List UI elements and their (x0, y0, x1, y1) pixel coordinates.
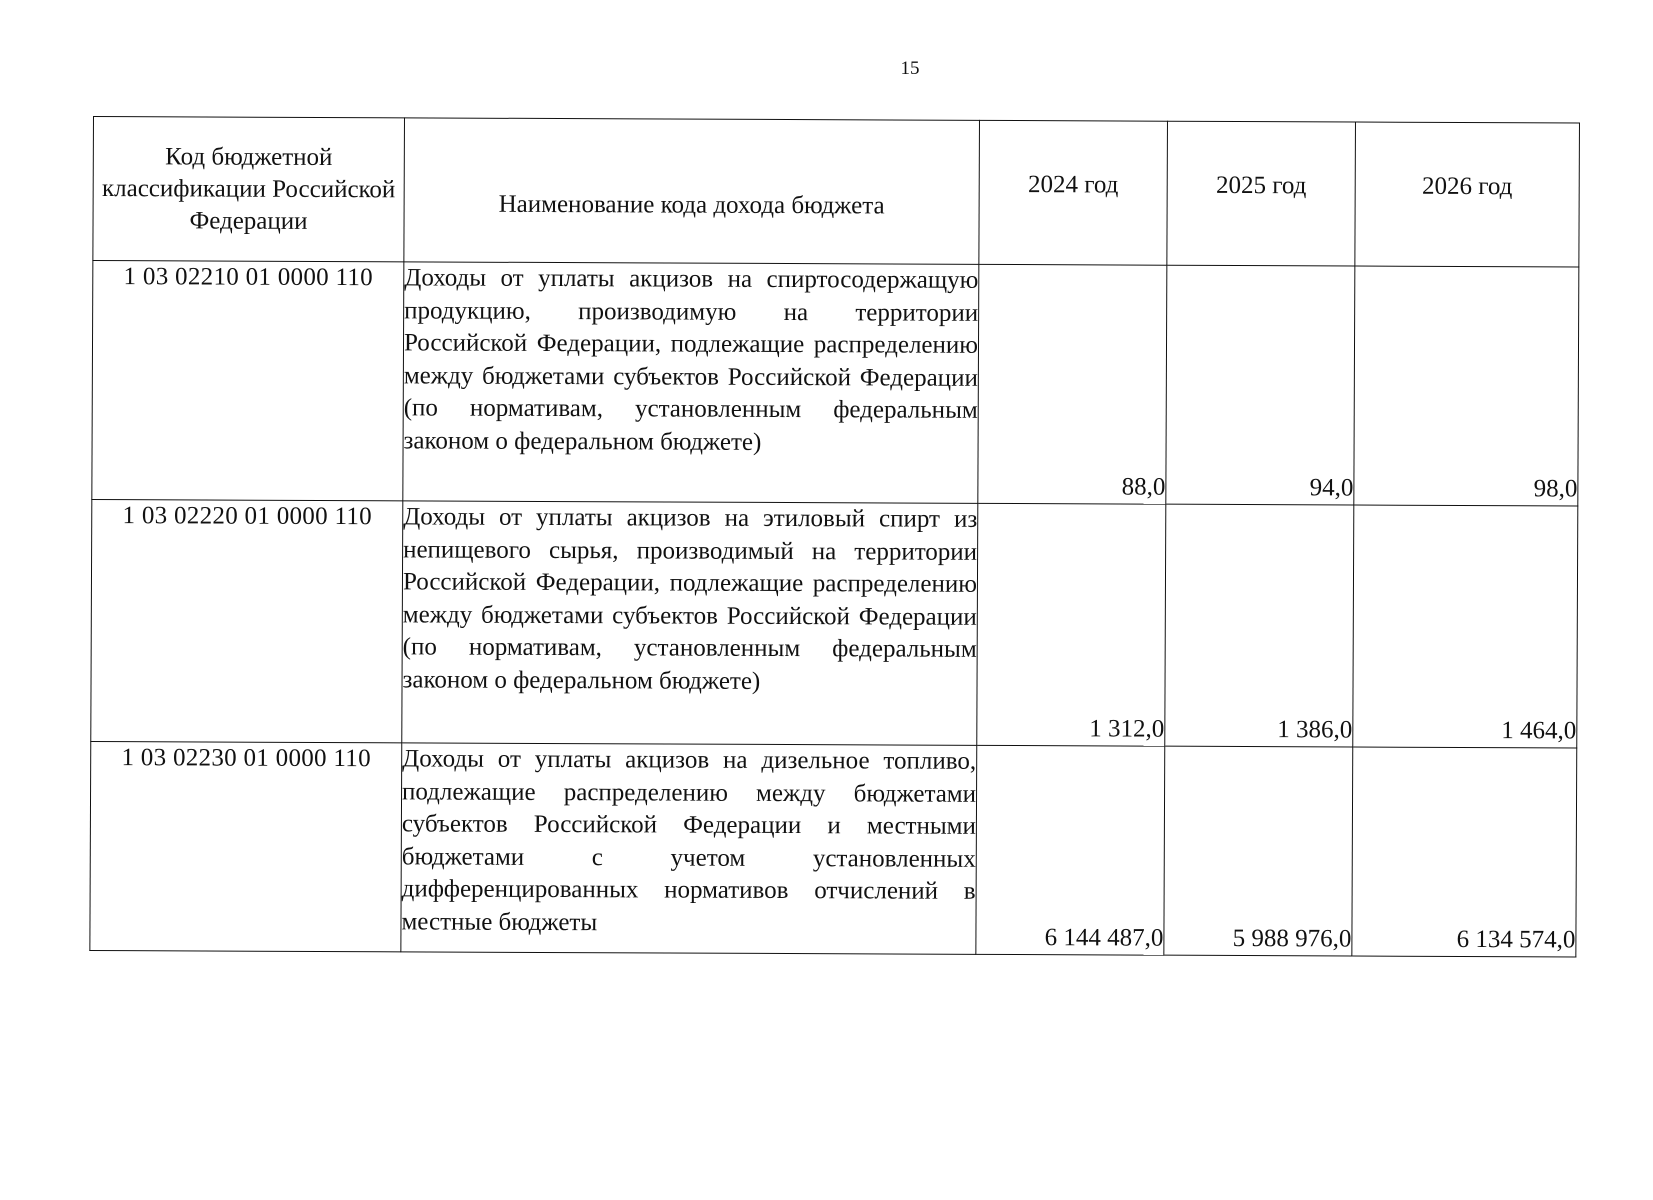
table-row (91, 499, 1578, 747)
row-value-2024: 88,0 (978, 264, 1167, 504)
row-name: Доходы от уплаты акцизов на спиртосодержащую продукцию, производимую на территории Российской Федерации, подлежащие распределению между бюджетами субъектов Российской Федерации (по нормативам, установленным федеральным законом о федеральном бюджете) (403, 262, 979, 504)
row-value-2024: 1 312,0 (977, 503, 1166, 746)
row-value-2026: 98,0 (1354, 266, 1579, 506)
table-row (90, 741, 1577, 956)
row-code: 1 03 02220 01 0000 110 (91, 499, 403, 742)
header-name: Наименование кода дохода бюджета (404, 118, 980, 265)
row-name: Доходы от уплаты акцизов на этиловый спирт из непищевого сырья, производимый на территории Российской Федерации, подлежащие распределению между бюджетами субъектов Российской Федерации (по нормативам, установленным федеральным законом о федеральном бюджете) (402, 501, 978, 746)
table-row (92, 261, 1579, 506)
table-header-row (93, 117, 1580, 267)
row-value-2024: 6 144 487,0 (976, 745, 1165, 955)
row-value-2025: 1 386,0 (1165, 504, 1354, 747)
header-code: Код бюджетной классификации Российской Федерации (93, 117, 405, 262)
header-year-2024: 2024 год (979, 120, 1168, 265)
budget-revenue-table (89, 116, 1580, 957)
header-year-2026: 2026 год (1355, 122, 1580, 267)
row-value-2025: 94,0 (1166, 265, 1355, 505)
header-year-2025: 2025 год (1167, 121, 1356, 266)
row-code: 1 03 02230 01 0000 110 (90, 741, 402, 951)
row-value-2026: 1 464,0 (1353, 505, 1578, 748)
row-code: 1 03 02210 01 0000 110 (92, 261, 404, 501)
page-number: 15 (900, 58, 920, 79)
row-name: Доходы от уплаты акцизов на дизельное топливо, подлежащие распределению между бюджетами субъектов Российской Федерации и местными бюджетами с учетом установленных дифференцированных нормативов отчислений в местные бюджеты (401, 743, 977, 955)
row-value-2025: 5 988 976,0 (1164, 746, 1353, 956)
row-value-2026: 6 134 574,0 (1352, 747, 1577, 957)
